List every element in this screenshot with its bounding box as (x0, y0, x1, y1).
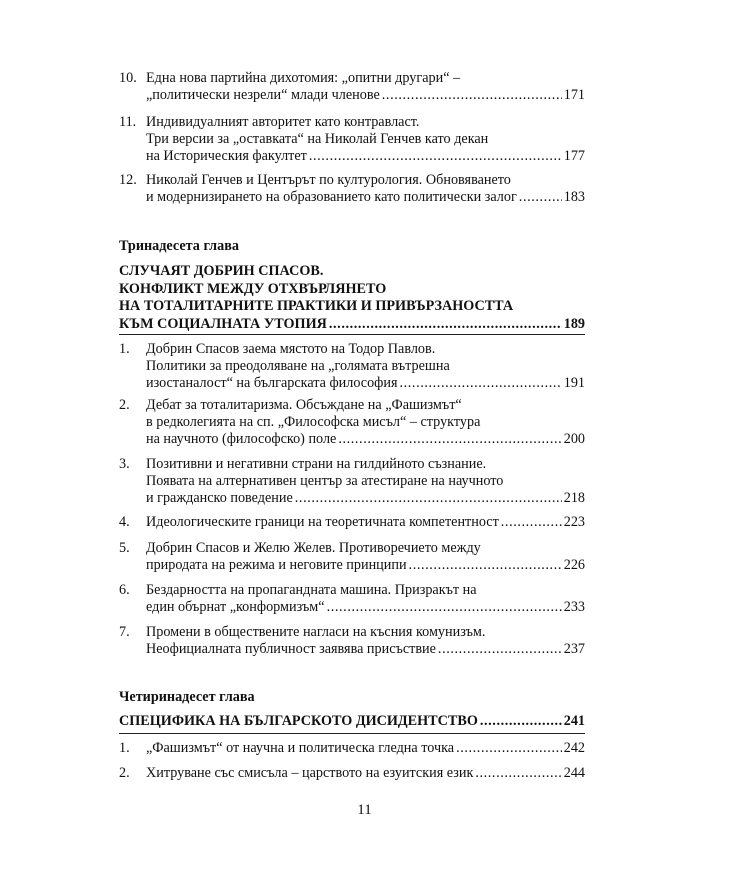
entry-number: 5. (119, 540, 130, 556)
entry-text: Една нова партийна дихотомия: „опитни другари“ – (146, 70, 461, 86)
entry-text: и модернизирането на образованието като политически залог (146, 189, 517, 205)
toc-entry (119, 582, 585, 616)
entry-page: 200 (563, 431, 585, 447)
chapter-title-line: НА ТОТАЛИТАРНИТЕ ПРАКТИКИ И ПРИВЪРЗАНОСТТА (119, 298, 514, 314)
dot-leader (399, 375, 561, 392)
page-number: 11 (357, 802, 372, 818)
dot-leader (519, 189, 562, 206)
dot-leader (409, 557, 562, 574)
chapter-title (119, 263, 585, 333)
chapter-label: Четиринадесет глава (119, 689, 255, 705)
entry-text: Идеологическите граници на теоретичната компетентност (146, 514, 499, 530)
entry-number: 10. (119, 70, 137, 86)
entry-page: 237 (563, 641, 585, 657)
entry-text: Хитруване със смисъла – царството на езуитския език (146, 765, 474, 781)
toc-entry (119, 456, 585, 507)
dot-leader (501, 514, 562, 531)
entry-number: 11. (119, 114, 137, 130)
entry-text: Три версии за „оставката“ на Николай Генчев като декан (146, 131, 489, 147)
entry-text: Промени в обществените нагласи на късния комунизъм. (146, 624, 486, 640)
entry-text: Появата на алтернативен център за атестиране на научното (146, 473, 504, 489)
entry-page: 233 (563, 599, 585, 615)
chapter-page: 189 (563, 315, 585, 332)
dot-leader (480, 713, 562, 731)
dot-leader (475, 765, 561, 782)
dot-leader (382, 87, 562, 104)
dot-leader (309, 148, 562, 165)
chapter-title-line: КЪМ СОЦИАЛНАТА УТОПИЯ (119, 315, 327, 332)
entry-page: 183 (563, 189, 585, 205)
chapter-title-line: СЛУЧАЯТ ДОБРИН СПАСОВ. (119, 263, 324, 279)
chapter-title-line: КОНФЛИКТ МЕЖДУ ОТХВЪРЛЯНЕТО (119, 280, 387, 297)
entry-text: Дебат за тоталитаризма. Обсъждане на „Фашизмът“ (146, 397, 462, 413)
entry-text: в редколегията на сп. „Философска мисъл“ – структура (146, 414, 481, 430)
entry-number: 1. (119, 740, 130, 756)
dot-leader (438, 641, 562, 658)
chapter-label: Тринадесета глава (119, 238, 239, 254)
entry-number: 7. (119, 624, 130, 640)
entry-text: един обърнат „конформизъм“ (146, 599, 325, 615)
chapter-title (119, 713, 585, 731)
entry-text: на Историческия факултет (146, 148, 307, 164)
entry-page: 191 (563, 375, 585, 391)
toc-entry (119, 70, 585, 104)
toc-entry (119, 740, 585, 757)
dot-leader (329, 316, 562, 334)
dot-leader (456, 740, 562, 757)
toc-entry (119, 540, 585, 574)
divider (119, 334, 585, 335)
entry-text: „политически незрели“ млади членове (146, 87, 380, 103)
entry-page: 177 (563, 148, 585, 164)
entry-number: 4. (119, 514, 130, 530)
toc-entry (119, 765, 585, 782)
entry-text: на научното (философско) поле (146, 431, 337, 447)
divider (119, 733, 585, 734)
dot-leader (295, 490, 562, 507)
entry-text: „Фашизмът“ от научна и политическа гледна точка (146, 740, 455, 756)
entry-text: Позитивни и негативни страни на гилдийното съзнание. (146, 456, 487, 472)
entry-text: Добрин Спасов заема мястото на Тодор Павлов. (146, 341, 436, 357)
entry-page: 226 (563, 557, 585, 573)
entry-page: 244 (563, 765, 585, 781)
entry-text: изостаналост“ на българската философия (146, 375, 398, 391)
entry-text: Политики за преодоляване на „голямата вътрешна (146, 358, 450, 374)
entry-number: 2. (119, 397, 130, 413)
entry-text: Неофициалната публичност заявява присъствие (146, 641, 436, 657)
entry-number: 6. (119, 582, 130, 598)
entry-page: 218 (563, 490, 585, 506)
entry-text: Бездарността на пропагандната машина. Призракът на (146, 582, 477, 598)
dot-leader (327, 599, 562, 616)
chapter-page: 241 (563, 713, 585, 729)
toc-entry (119, 514, 585, 531)
toc-entry (119, 624, 585, 658)
entry-page: 223 (563, 514, 585, 530)
entry-text: Николай Генчев и Центърът по културология. Обновяването (146, 172, 511, 188)
toc-entry (119, 341, 585, 392)
entry-text: Индивидуалният авторитет като контравласт. (146, 114, 420, 130)
toc-entry (119, 114, 585, 165)
entry-text: природата на режима и неговите принципи (146, 557, 407, 573)
chapter-title-line: СПЕЦИФИКА НА БЪЛГАРСКОТО ДИСИДЕНТСТВО (119, 713, 478, 729)
entry-number: 2. (119, 765, 130, 781)
toc-entry (119, 397, 585, 448)
entry-number: 3. (119, 456, 130, 472)
entry-number: 12. (119, 172, 137, 188)
toc-entry (119, 172, 585, 206)
entry-page: 171 (563, 87, 585, 103)
entry-text: Добрин Спасов и Желю Желев. Противоречието между (146, 540, 481, 556)
entry-page: 242 (563, 740, 585, 756)
entry-number: 1. (119, 341, 130, 357)
dot-leader (338, 431, 561, 448)
entry-text: и гражданско поведение (146, 490, 293, 506)
